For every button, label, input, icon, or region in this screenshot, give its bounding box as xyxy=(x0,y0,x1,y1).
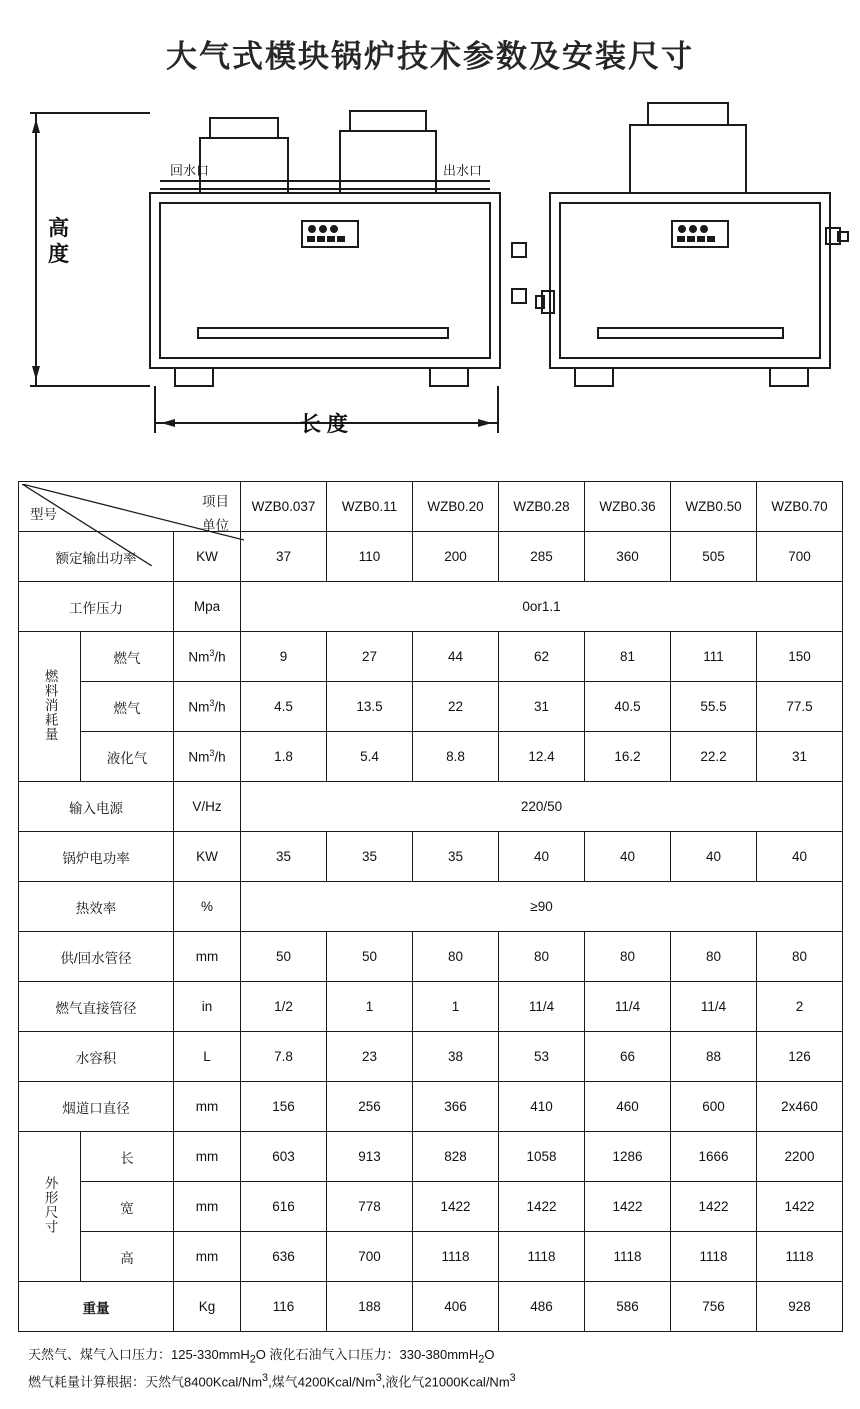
table-row xyxy=(19,782,843,832)
model-header-4: WZB0.36 xyxy=(585,482,671,532)
cell-gaspipe-5: 11/4 xyxy=(671,982,757,1032)
table-row xyxy=(19,682,843,732)
cell-waterpipe-5: 80 xyxy=(671,932,757,982)
row-group-fuel-consumption xyxy=(19,632,81,782)
cell-width-6: 1422 xyxy=(757,1182,843,1232)
row-unit-length: mm xyxy=(174,1132,241,1182)
cell-length-0: 603 xyxy=(241,1132,327,1182)
return-port-label: 回水口 xyxy=(170,163,210,179)
cell-weight-0: 116 xyxy=(241,1282,327,1332)
cell-working-pressure-span: 0or1.1 xyxy=(241,582,843,632)
cell-watervol-1: 23 xyxy=(327,1032,413,1082)
row-unit-height: mm xyxy=(174,1232,241,1282)
row-unit-working-pressure: Mpa xyxy=(174,582,241,632)
cell-gaspipe-4: 11/4 xyxy=(585,982,671,1032)
cell-width-2: 1422 xyxy=(413,1182,499,1232)
cell-width-4: 1422 xyxy=(585,1182,671,1232)
cell-elec-1: 35 xyxy=(327,832,413,882)
cell-efficiency-span: ≥90 xyxy=(241,882,843,932)
cell-length-3: 1058 xyxy=(499,1132,585,1182)
row-label-gas-pipe-dia: 燃气直接管径 xyxy=(19,982,174,1032)
row-label-gas-1: 燃气 xyxy=(81,632,174,682)
boiler-diagram xyxy=(0,93,860,473)
cell-watervol-2: 38 xyxy=(413,1032,499,1082)
corner-unit-label: 单位 xyxy=(202,518,230,534)
row-label-width: 宽 xyxy=(81,1182,174,1232)
row-label-water-volume: 水容积 xyxy=(19,1032,174,1082)
table-row xyxy=(19,1082,843,1132)
cell-watervol-6: 126 xyxy=(757,1032,843,1082)
cell-weight-1: 188 xyxy=(327,1282,413,1332)
cell-lpg-5: 22.2 xyxy=(671,732,757,782)
cell-gas2-1: 13.5 xyxy=(327,682,413,732)
cell-weight-6: 928 xyxy=(757,1282,843,1332)
cell-rated-power-4: 360 xyxy=(585,532,671,582)
cell-flue-1: 256 xyxy=(327,1082,413,1132)
cell-flue-3: 410 xyxy=(499,1082,585,1132)
cell-waterpipe-4: 80 xyxy=(585,932,671,982)
cell-lpg-0: 1.8 xyxy=(241,732,327,782)
height-label-char1: 高 xyxy=(48,217,69,241)
model-header-1: WZB0.11 xyxy=(327,482,413,532)
row-label-efficiency: 热效率 xyxy=(19,882,174,932)
outlet-port-label: 出水口 xyxy=(443,163,483,179)
cell-waterpipe-2: 80 xyxy=(413,932,499,982)
cell-weight-2: 406 xyxy=(413,1282,499,1332)
table-row xyxy=(19,1282,843,1332)
cell-width-3: 1422 xyxy=(499,1182,585,1232)
cell-input-power-span: 220/50 xyxy=(241,782,843,832)
cell-waterpipe-6: 80 xyxy=(757,932,843,982)
boiler-diagram-svg xyxy=(0,93,860,473)
cell-height-0: 636 xyxy=(241,1232,327,1282)
cell-gaspipe-1: 1 xyxy=(327,982,413,1032)
cell-height-3: 1118 xyxy=(499,1232,585,1282)
table-row xyxy=(19,1032,843,1082)
cell-waterpipe-0: 50 xyxy=(241,932,327,982)
model-header-0: WZB0.037 xyxy=(241,482,327,532)
cell-watervol-0: 7.8 xyxy=(241,1032,327,1082)
table-corner-cell xyxy=(19,482,241,532)
row-unit-gas-2: Nm$^3$/h xyxy=(174,682,241,732)
cell-height-1: 700 xyxy=(327,1232,413,1282)
cell-gas1-1: 27 xyxy=(327,632,413,682)
row-label-gas-2: 燃气 xyxy=(81,682,174,732)
cell-gas2-3: 31 xyxy=(499,682,585,732)
cell-length-1: 913 xyxy=(327,1132,413,1182)
footnote-line-1: 天然气、煤气入口压力：125-330mmH$_2$O 液化石油气入口压力：330-380mmH$_2$O xyxy=(28,1347,495,1366)
cell-gas1-2: 44 xyxy=(413,632,499,682)
cell-rated-power-2: 200 xyxy=(413,532,499,582)
cell-gaspipe-2: 1 xyxy=(413,982,499,1032)
table-row xyxy=(19,1182,843,1232)
cell-gaspipe-3: 11/4 xyxy=(499,982,585,1032)
cell-rated-power-0: 37 xyxy=(241,532,327,582)
cell-length-6: 2200 xyxy=(757,1132,843,1182)
row-label-lpg: 液化气 xyxy=(81,732,174,782)
table-row xyxy=(19,632,843,682)
row-group-fuel-consumption-label: 燃料消耗量 xyxy=(42,668,58,742)
row-unit-gas-1: Nm$^3$/h xyxy=(174,632,241,682)
row-unit-input-power: V/Hz xyxy=(174,782,241,832)
table-row xyxy=(19,932,843,982)
table-row xyxy=(19,732,843,782)
spec-table xyxy=(18,481,843,1332)
model-header-2: WZB0.20 xyxy=(413,482,499,532)
cell-elec-2: 35 xyxy=(413,832,499,882)
table-row xyxy=(19,882,843,932)
cell-rated-power-5: 505 xyxy=(671,532,757,582)
row-label-rated-power: 额定输出功率 xyxy=(19,532,174,582)
table-row xyxy=(19,582,843,632)
footnotes xyxy=(28,1344,860,1393)
row-unit-water-pipe-dia: mm xyxy=(174,932,241,982)
cell-gas2-5: 55.5 xyxy=(671,682,757,732)
cell-height-4: 1118 xyxy=(585,1232,671,1282)
row-label-weight: 重量 xyxy=(19,1282,174,1332)
spec-table-wrap xyxy=(18,481,842,1332)
cell-rated-power-3: 285 xyxy=(499,532,585,582)
row-label-boiler-elec-power: 锅炉电功率 xyxy=(19,832,174,882)
row-label-flue-dia: 烟道口直径 xyxy=(19,1082,174,1132)
row-unit-water-volume: L xyxy=(174,1032,241,1082)
table-row xyxy=(19,982,843,1032)
table-header-row xyxy=(19,482,843,532)
cell-weight-4: 586 xyxy=(585,1282,671,1332)
page-title: 大气式模块锅炉技术参数及安装尺寸 xyxy=(166,39,694,74)
cell-width-1: 778 xyxy=(327,1182,413,1232)
footnote-line-2: 燃气耗量计算根据：天然气8400Kcal/Nm$^3$,煤气4200Kcal/Nm$^3$,液化气21000Kcal/Nm$^3$ xyxy=(28,1372,516,1390)
row-label-input-power: 输入电源 xyxy=(19,782,174,832)
length-label: 长 度 xyxy=(300,413,348,437)
cell-elec-3: 40 xyxy=(499,832,585,882)
cell-flue-0: 156 xyxy=(241,1082,327,1132)
cell-gas1-5: 111 xyxy=(671,632,757,682)
row-label-length: 长 xyxy=(81,1132,174,1182)
height-label-char2: 度 xyxy=(48,243,69,267)
corner-model-label: 型号 xyxy=(30,507,57,523)
cell-length-4: 1286 xyxy=(585,1132,671,1182)
row-label-height: 高 xyxy=(81,1232,174,1282)
cell-elec-6: 40 xyxy=(757,832,843,882)
cell-watervol-4: 66 xyxy=(585,1032,671,1082)
row-unit-width: mm xyxy=(174,1182,241,1232)
cell-gas1-0: 9 xyxy=(241,632,327,682)
row-unit-efficiency: % xyxy=(174,882,241,932)
cell-height-5: 1118 xyxy=(671,1232,757,1282)
row-group-dimensions-label: 外形尺寸 xyxy=(42,1176,58,1235)
table-row xyxy=(19,1232,843,1282)
model-header-6: WZB0.70 xyxy=(757,482,843,532)
row-unit-weight: Kg xyxy=(174,1282,241,1332)
corner-item-label: 项目 xyxy=(202,494,230,510)
row-unit-boiler-elec-power: KW xyxy=(174,832,241,882)
cell-lpg-1: 5.4 xyxy=(327,732,413,782)
row-group-dimensions xyxy=(19,1132,81,1282)
table-row xyxy=(19,832,843,882)
cell-gas1-3: 62 xyxy=(499,632,585,682)
cell-elec-4: 40 xyxy=(585,832,671,882)
cell-gas2-2: 22 xyxy=(413,682,499,732)
cell-elec-0: 35 xyxy=(241,832,327,882)
cell-height-6: 1118 xyxy=(757,1232,843,1282)
cell-lpg-3: 12.4 xyxy=(499,732,585,782)
cell-flue-4: 460 xyxy=(585,1082,671,1132)
cell-waterpipe-1: 50 xyxy=(327,932,413,982)
cell-waterpipe-3: 80 xyxy=(499,932,585,982)
cell-length-2: 828 xyxy=(413,1132,499,1182)
row-unit-rated-power: KW xyxy=(174,532,241,582)
row-unit-flue-dia: mm xyxy=(174,1082,241,1132)
cell-height-2: 1118 xyxy=(413,1232,499,1282)
cell-flue-2: 366 xyxy=(413,1082,499,1132)
cell-flue-5: 600 xyxy=(671,1082,757,1132)
cell-rated-power-6: 700 xyxy=(757,532,843,582)
cell-watervol-5: 88 xyxy=(671,1032,757,1082)
row-unit-lpg: Nm$^3$/h xyxy=(174,732,241,782)
cell-gas1-4: 81 xyxy=(585,632,671,682)
cell-width-0: 616 xyxy=(241,1182,327,1232)
row-label-water-pipe-dia: 供/回水管径 xyxy=(19,932,174,982)
cell-lpg-4: 16.2 xyxy=(585,732,671,782)
cell-gas1-6: 150 xyxy=(757,632,843,682)
cell-gas2-6: 77.5 xyxy=(757,682,843,732)
cell-weight-3: 486 xyxy=(499,1282,585,1332)
cell-gaspipe-0: 1/2 xyxy=(241,982,327,1032)
cell-lpg-2: 8.8 xyxy=(413,732,499,782)
cell-length-5: 1666 xyxy=(671,1132,757,1182)
row-label-working-pressure: 工作压力 xyxy=(19,582,174,632)
cell-flue-6: 2x460 xyxy=(757,1082,843,1132)
cell-gas2-4: 40.5 xyxy=(585,682,671,732)
cell-width-5: 1422 xyxy=(671,1182,757,1232)
model-header-3: WZB0.28 xyxy=(499,482,585,532)
cell-weight-5: 756 xyxy=(671,1282,757,1332)
table-row xyxy=(19,1132,843,1182)
cell-lpg-6: 31 xyxy=(757,732,843,782)
cell-watervol-3: 53 xyxy=(499,1032,585,1082)
cell-gaspipe-6: 2 xyxy=(757,982,843,1032)
cell-elec-5: 40 xyxy=(671,832,757,882)
row-unit-gas-pipe-dia: in xyxy=(174,982,241,1032)
cell-gas2-0: 4.5 xyxy=(241,682,327,732)
cell-rated-power-1: 110 xyxy=(327,532,413,582)
model-header-5: WZB0.50 xyxy=(671,482,757,532)
